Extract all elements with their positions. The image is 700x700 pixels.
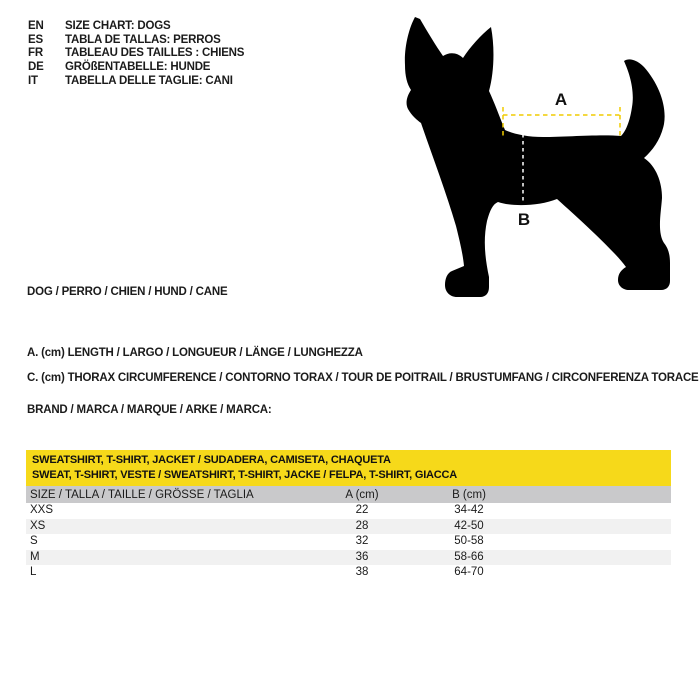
measure-a-caption: A. (cm) LENGTH / LARGO / LONGUEUR / LÄNGE / LUNGHEZZA: [27, 347, 363, 359]
measure-b-label: B: [517, 210, 531, 229]
language-row: [28, 61, 244, 75]
table-row: [26, 503, 671, 519]
table-title-band: [26, 450, 671, 486]
cell-size: XXS: [30, 504, 54, 516]
language-title: TABLEAU DES TAILLES : CHIENS: [65, 47, 245, 60]
table-title-line2: SWEAT, T-SHIRT, VESTE / SWEATSHIRT, T-SHIRT, JACKE / FELPA, T-SHIRT, GIACCA: [32, 468, 458, 481]
cell-size: M: [30, 550, 40, 563]
cell-b-value: 42-50: [454, 519, 484, 532]
table-row: [26, 565, 671, 581]
cell-size: XS: [30, 519, 46, 532]
cell-b-value: 34-42: [454, 504, 484, 516]
cell-a-value: 38: [355, 566, 369, 578]
dog-measurement-diagram: [390, 0, 700, 310]
column-b-cm: B (cm): [452, 488, 486, 501]
language-row: [28, 20, 244, 34]
language-row: [28, 75, 244, 89]
language-title: TABELLA DELLE TAGLIE: CANI: [65, 74, 233, 87]
column-a-cm: A (cm): [345, 488, 379, 501]
cell-a-value: 32: [355, 535, 369, 547]
cell-a-value: 22: [355, 504, 369, 516]
table-column-header: [26, 486, 671, 503]
language-title: GRÖßENTABELLE: HUNDE: [65, 61, 211, 74]
language-code: DE: [28, 61, 44, 74]
table-row: [26, 550, 671, 566]
cell-size: L: [30, 566, 37, 578]
brand-caption: BRAND / MARCA / MARQUE / ARKE / MARCA:: [27, 404, 272, 416]
size-table: [26, 450, 671, 581]
cell-b-value: 58-66: [454, 550, 484, 563]
language-code: IT: [28, 74, 38, 87]
cell-b-value: 64-70: [454, 566, 484, 578]
dog-diagram-svg: [390, 0, 700, 310]
language-row: [28, 34, 244, 48]
language-title: SIZE CHART: DOGS: [65, 20, 171, 32]
cell-a-value: 28: [355, 519, 369, 532]
language-title: TABLA DE TALLAS: PERROS: [65, 33, 221, 46]
language-code: ES: [28, 33, 43, 46]
table-title-line1: SWEATSHIRT, T-SHIRT, JACKET / SUDADERA, CAMISETA, CHAQUETA: [32, 454, 391, 466]
table-row: [26, 534, 671, 550]
dog-silhouette-icon: [405, 17, 670, 297]
measure-c-caption: C. (cm) THORAX CIRCUMFERENCE / CONTORNO TORAX / TOUR DE POITRAIL / BRUSTUMFANG / CIRCONFERENZA TORACE: [27, 372, 699, 384]
language-list: [28, 20, 244, 89]
cell-b-value: 50-58: [454, 535, 484, 547]
measure-a-label: A: [554, 90, 568, 109]
table-rows: [26, 503, 671, 581]
language-row: [28, 47, 244, 61]
cell-a-value: 36: [355, 550, 369, 563]
animal-caption: DOG / PERRO / CHIEN / HUND / CANE: [27, 286, 228, 298]
measure-a-line: [503, 107, 620, 137]
language-code: EN: [28, 20, 44, 32]
language-code: FR: [28, 47, 43, 60]
cell-size: S: [30, 535, 38, 547]
column-size: SIZE / TALLA / TAILLE / GRÖSSE / TAGLIA: [30, 488, 254, 501]
table-row: [26, 519, 671, 535]
